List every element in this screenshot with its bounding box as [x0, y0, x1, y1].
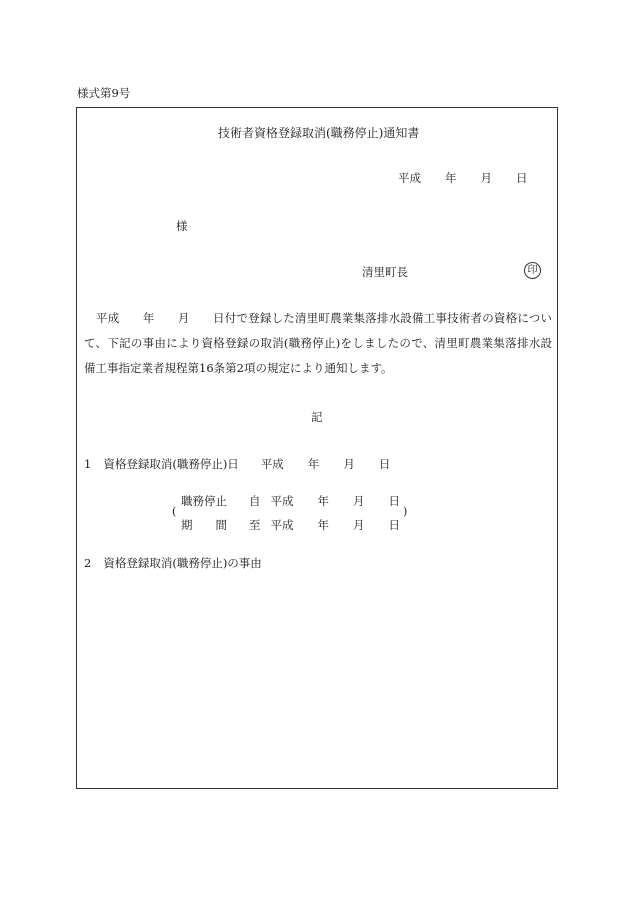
suspension-from-mark: 自 — [249, 494, 261, 508]
suspension-from-year-unit: 年 — [317, 494, 329, 508]
suspension-to-era: 平成 — [270, 518, 294, 532]
item-1-label: 資格登録取消(職務停止)日 — [103, 457, 239, 471]
item-1-revocation-date — [84, 456, 390, 472]
suspension-paren-open: ( — [172, 505, 177, 518]
sender-name: 清里町長 — [362, 265, 408, 279]
ki-heading: 記 — [311, 410, 323, 424]
suspension-from-month-unit: 月 — [353, 494, 365, 508]
issue-date-month-unit: 月 — [480, 171, 492, 185]
document-title: 技術者資格登録取消(職務停止)通知書 — [218, 126, 420, 140]
issue-date-era: 平成 — [398, 171, 421, 185]
seal-mark: 印 — [524, 262, 541, 279]
suspension-to-year-unit: 年 — [317, 518, 329, 532]
issue-date-day-unit: 日 — [516, 171, 528, 185]
suspension-from-row — [179, 493, 400, 509]
item-1-month-unit: 月 — [343, 457, 355, 471]
suspension-from-day-unit: 日 — [388, 494, 400, 508]
suspension-to-row — [179, 517, 400, 533]
suspension-to-day-unit: 日 — [388, 518, 400, 532]
issue-date-line — [398, 170, 528, 186]
suspension-to-month-unit: 月 — [353, 518, 365, 532]
issue-date-year-unit: 年 — [445, 171, 457, 185]
item-1-day-unit: 日 — [378, 457, 391, 471]
item-1-number: 1 — [84, 457, 92, 471]
suspension-from-era: 平成 — [270, 494, 294, 508]
addressee-suffix: 様 — [176, 219, 188, 233]
item-2-revocation-reason — [84, 555, 262, 571]
form-border — [76, 107, 558, 789]
suspension-row2-label: 期 間 — [181, 518, 227, 532]
suspension-row1-label: 職務停止 — [181, 494, 227, 508]
notice-body-text: 平成 年 月 日付で登録した清里町農業集落排水設備工事技術者の資格について、下記の事由により資格登録の取消(職務停止)をしましたので、清里町農業集落排水設備工事指定業者規程第16条第2項の規定により通知します。 — [84, 311, 552, 375]
suspension-paren-close: ) — [403, 505, 408, 518]
item-1-year-unit: 年 — [307, 457, 320, 471]
item-2-number: 2 — [84, 556, 92, 570]
form-number-label: 様式第9号 — [77, 86, 131, 100]
item-1-era: 平成 — [260, 457, 284, 471]
suspension-to-mark: 至 — [249, 518, 261, 532]
item-2-label: 資格登録取消(職務停止)の事由 — [103, 556, 262, 570]
